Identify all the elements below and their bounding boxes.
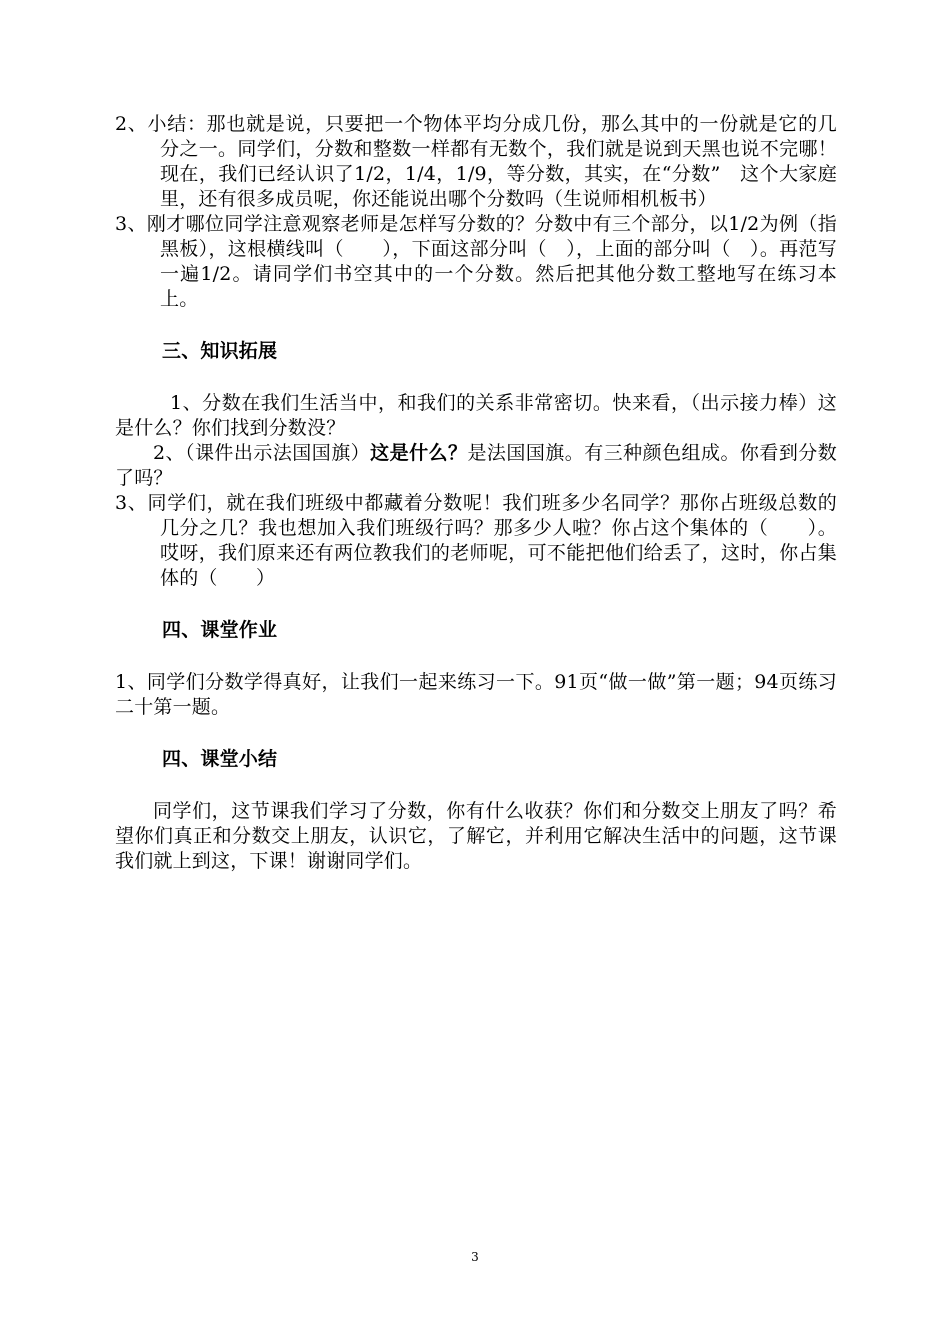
extension-item-2 [115, 441, 837, 491]
extension-item-2-rest: 是法国国旗。有三种颜色组成。你看到分数了吗？ [115, 442, 837, 489]
spacer [115, 643, 837, 670]
extension-item-2-intro: 2、（课件出示法国国旗） [153, 442, 371, 464]
extension-item-2-question: 这是什么？ [370, 442, 468, 464]
class-summary-body: 同学们，这节课我们学习了分数，你有什么收获？你们和分数交上朋友了吗？希望你们真正和分数交上朋友，认识它，了解它，并利用它解决生活中的问题，这节课我们就上到这，下课！谢谢同学们。 [115, 800, 837, 872]
section-heading-knowledge-extension: 三、知识拓展 [162, 340, 278, 362]
extension-item-1: 1、分数在我们生活当中，和我们的关系非常密切。快来看，（出示接力棒）这是什么？你们找到分数没？ [115, 392, 837, 439]
page-number: 3 [471, 1250, 479, 1264]
document-body [115, 112, 857, 874]
spacer [115, 591, 837, 618]
spacer [115, 772, 837, 799]
extension-item-3: 3、同学们，就在我们班级中都藏着分数呢！我们班多少名同学？那你占班级总数的几分之几？我也想加入我们班级行吗？那多少人啦？你占这个集体的（ ）。哎呀，我们原来还有两位教我们的老师呢，可不能把他们给丢了，这时，你占集体的（ ） [115, 492, 837, 589]
section-heading-class-summary: 四、课堂小结 [162, 748, 278, 770]
spacer [115, 364, 837, 391]
summary-item-2: 2、小结：那也就是说，只要把一个物体平均分成几份，那么其中的一份就是它的几分之一。同学们，分数和整数一样都有无数个，我们就是说到天黑也说不完哪！ 现在，我们已经认识了1/2，1/4，1/9，等分数，其实，在“分数” 这个大家庭里，还有很多成员呢，你还能说出哪个分数吗（生说师相机板书） [115, 113, 857, 210]
summary-item-3: 3、刚才哪位同学注意观察老师是怎样写分数的？分数中有三个部分，以1/2为例（指黑板），这根横线叫（ ），下面这部分叫（ ），上面的部分叫（ ）。再范写一遍1/2。请同学们书空其中的一个分数。然后把其他分数工整地写在练习本上。 [115, 213, 837, 310]
section-heading-classwork: 四、课堂作业 [162, 619, 278, 641]
spacer [115, 312, 837, 339]
classwork-item-1: 1、同学们分数学得真好，让我们一起来练习一下。91页“做一做”第一题；94页练习二十第一题。 [115, 671, 837, 718]
spacer [115, 720, 837, 747]
